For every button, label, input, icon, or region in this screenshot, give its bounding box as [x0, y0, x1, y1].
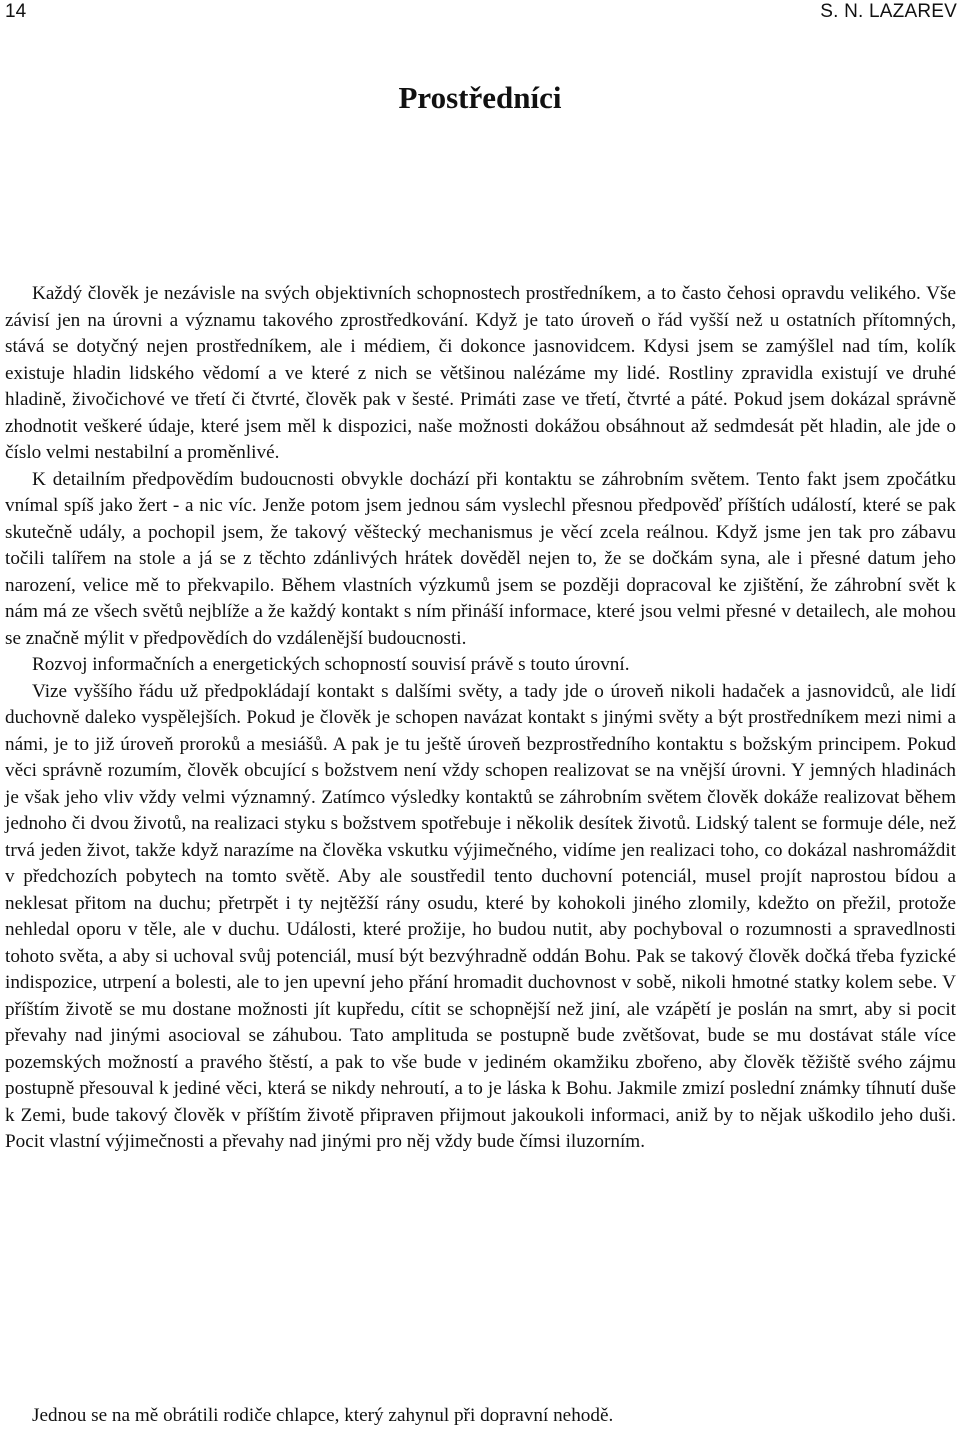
- paragraph: Každý člověk je nezávisle na svých objektivních schopnostech prostředníkem, a to často čehosi opravdu velikého. Vše závisí jen na úrovni a významu takového zprostředkování. Když je tato úroveň o řád vyšší než u ostatních přítomných, stává se dotyčný nejen prostředníkem, ale i médiem, či dokonce jasnovidcem. Kdysi jsem se zamýšlel nad tím, kolík existuje hladin lidského vědomí a ve které z nich se většinou nalézáme my lidé. Rostliny zpravidla existují ve druhé hladině, živočichové ve třetí či čtvrté, člověk pak v šesté. Primáti zase ve třetí, čtvrté a páté. Pokud jsem dokázal správně zhodnotit veškeré údaje, které jsem měl k dispozici, naše možnosti dokážou obsáhnout až sedmdesát pět hladin, ale jde o číslo velmi nestabilní a proměnlivé.: [5, 283, 956, 463]
- paragraph: Rozvoj informačních a energetických schopností souvisí právě s touto úrovní.: [32, 654, 630, 675]
- final-paragraph-start: Jednou se na mě obrátili rodiče chlapce, který zahynul při dopravní nehodě.: [32, 1405, 614, 1426]
- paragraph: K detailním předpovědím budoucnosti obvykle dochází při kontaktu se záhrobním světem. Tento fakt jsem zpočátku vnímal spíš jako žert - a nic víc. Jenže potom jsem jednou sám vyslechl přesnou předpověď příštích událostí, které se pak skutečně udály, a pochopil jsem, že takový věštecký mechanismus je věcí zcela reálnou. Když jsme jen tak pro zábavu točili talířem na stole a já se z těchto zdánlivých hrátek dověděl nejen to, že se dočkám syna, ale i přesné datum jeho narození, velice mě to překvapilo. Během vlastních výzkumů jsem se později dopracoval ke zjištění, že záhrobní svět k nám má ze všech světů nejblíže a že každý kontakt s ním přináší informace, které jsou velmi přesné v detailech, ale mohou se značně mýlit v předpovědích do vzdálenější budoucnosti.: [5, 468, 956, 649]
- paragraph: Vize vyššího řádu už předpokládají kontakt s dalšími světy, a tady jde o úroveň nikoli hadaček a jasnovidců, ale lidí duchovně daleko vyspělejších. Pokud je člověk je schopen navázat kontakt s jinými světy a být prostředníkem mezi nimi a námi, je to již úroveň proroků a mesiášů. A pak je tu ještě úroveň bezprostředního kontaktu s božským principem. Pokud věci správně rozumím, člověk obcující s božstvem není vždy schopen realizovat se na vnější úrovni. Y jemných hladinách je však jeho vliv vždy velmi významný. Zatímco výsledky kontaktů se záhrobním světem člověk dokáže realizovat během jednoho či dvou životů, na realizaci styku s božstvem spotřebuje i několik desítek životů. Lidský talent se formuje déle, než trvá jeden život, takže když narazíme na člověka vskutku výjimečného, vidíme jen realizaci toho, co dokázal nashromáždit v předchozích pobytech na tomto světě. Aby ale soustředil tento duchovní potenciál, musel projít naprostou bídou a neklesat přitom na duchu; přetrpět i ty nejtěžší rány osudu, které by kohokoli jiného zlomily, kdežto on přežil, protože nehledal oporu v těle, ale v duchu. Události, které prožije, ho budou nutit, aby pochyboval o rozumnosti a spravedlnosti tohoto světa, a aby si uchoval svůj potenciál, musí být bezvýhradně oddán Bohu. Pak se takový člověk dočká třeba fyzické indispozice, utrpení a bolesti, ale to jen upevní jeho přání hromadit duchovnost v sobě, nikoli hmotné statky kolem sebe. V příštím životě se mu dostane možnosti jít kupředu, cítit se schopnější než jiní, ale vzápětí je poslán na smrt, aby si pocit převahy nad jinými asocioval se záhubou. Tato amplituda se postupně bude zvětšovat, bude se mu dostávat stále více pozemských možností a pravého štěstí, a pak to vše bude v jediném okamžiku zbořeno, aby člověk těžiště svého zájmu postupně přesouval k jediné věci, která se nikdy nehroutí, a to je láska k Bohu. Jakmile zmizí poslední známky tíhnutí duše k Zemi, bude takový člověk v příštím životě připraven přijmout jakoukoli informaci, aniž by to nějak uškodilo jeho duši. Pocit vlastní výjimečnosti a převahy nad jinými pro něj vždy bude čímsi iluzorním.: [5, 680, 956, 1152]
- chapter-title: Prostředníci: [398, 80, 562, 115]
- page-number: 14: [5, 1, 27, 22]
- running-header: [5, 0, 957, 24]
- body-text: [5, 281, 956, 1156]
- running-header-author: S. N. LAZAREV: [820, 1, 957, 22]
